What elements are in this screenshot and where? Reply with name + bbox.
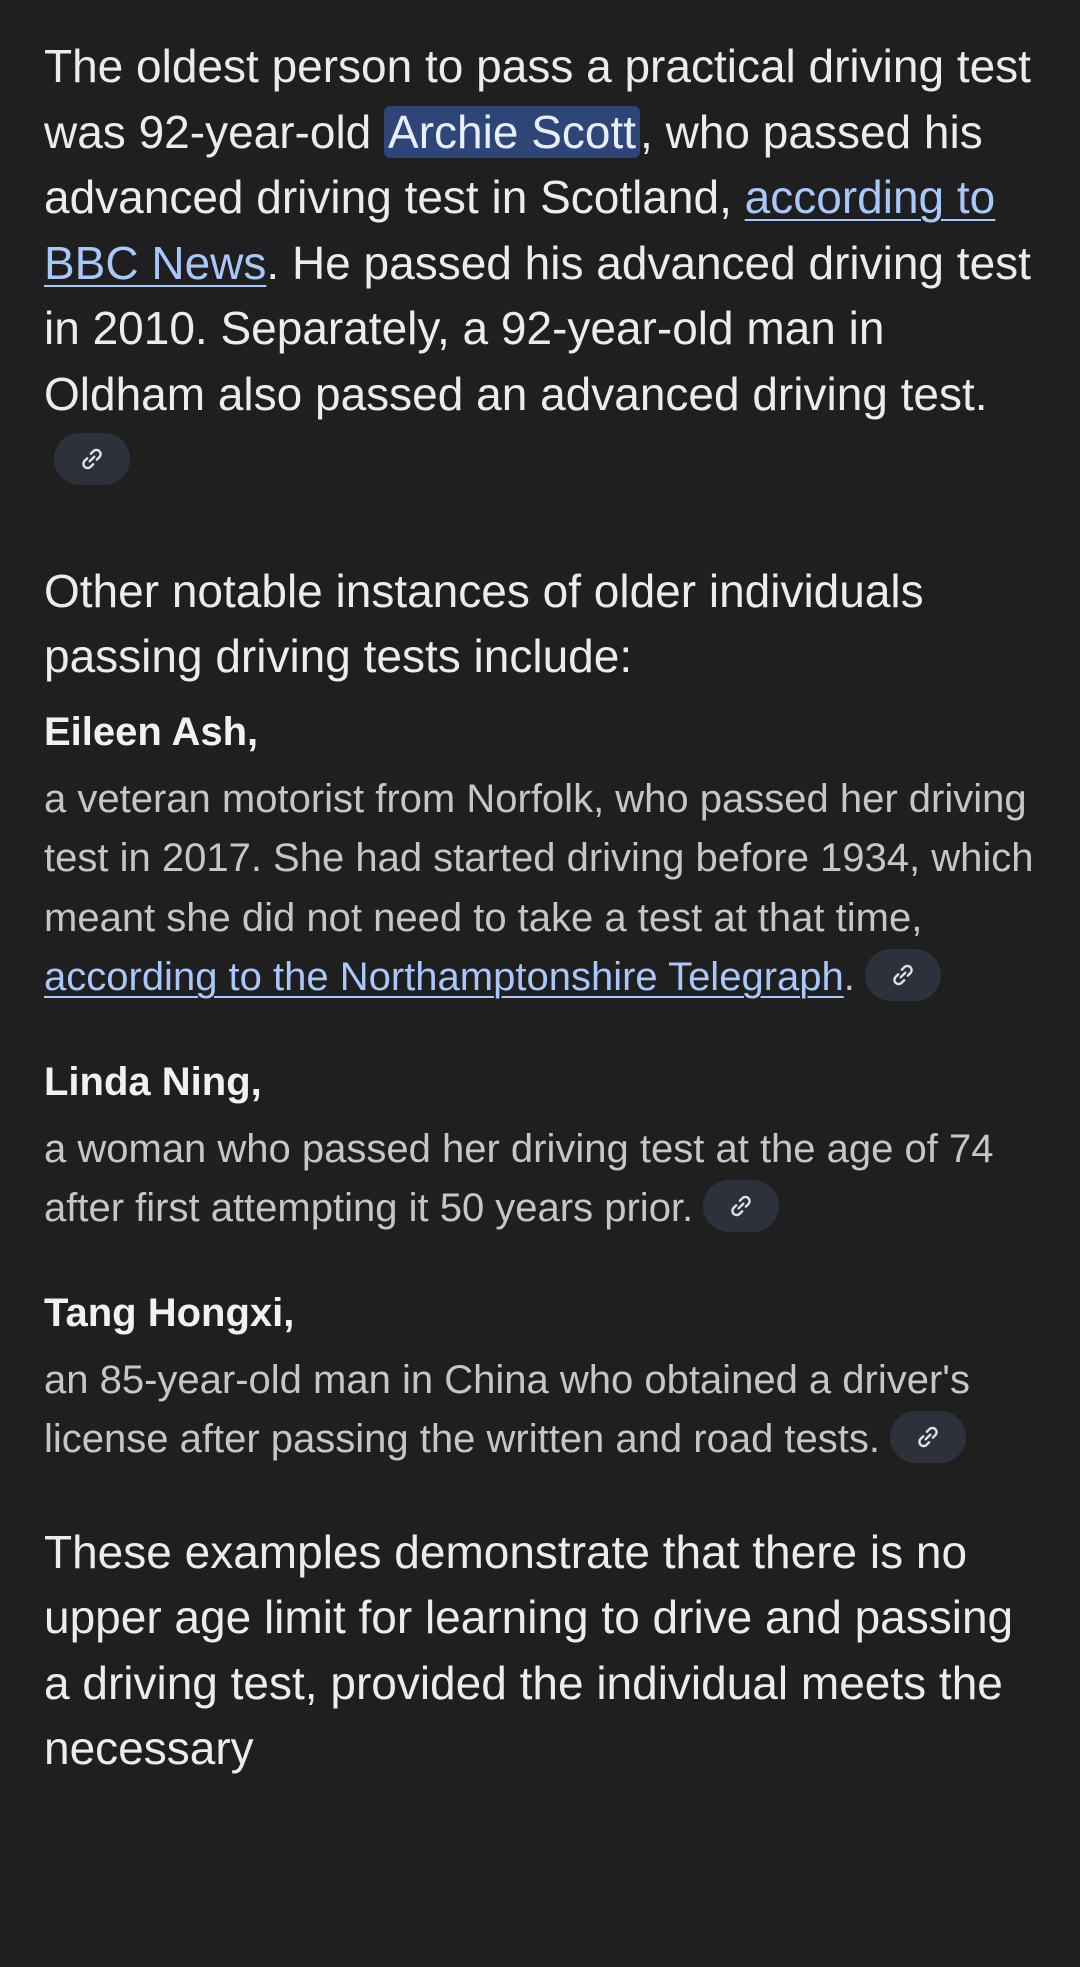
northamptonshire-telegraph-link[interactable]: according to the Northamptonshire Telegraph	[44, 955, 844, 999]
response-content	[44, 34, 1044, 1782]
bbc-news-link[interactable]: according to BBC News	[44, 171, 996, 289]
source-chip[interactable]	[890, 1411, 966, 1463]
link-icon	[78, 445, 106, 473]
link-icon	[914, 1423, 942, 1451]
item-desc-text: an 85-year-old man in China who obtained a driver's license after passing the written and road tests.	[44, 1357, 970, 1461]
item-title: Tang Hongxi,	[44, 1290, 295, 1335]
item-title: Linda Ning,	[44, 1059, 262, 1104]
intro-paragraph	[44, 34, 1044, 493]
item-description	[44, 1120, 1044, 1239]
link-icon	[889, 961, 917, 989]
item-description	[44, 770, 1044, 1008]
link-icon	[727, 1192, 755, 1220]
intro-text-3: . He passed his advanced driving test in 2010. Separately, a 92-year-old man in Oldham also passed an advanced driving test.	[44, 236, 1031, 420]
item-desc-text: a woman who passed her driving test at the age of 74 after first attempting it 50 years prior.	[44, 1126, 994, 1230]
item-desc-text: a veteran motorist from Norfolk, who passed her driving test in 2017. She had started driving before 1934, which meant she did not need to take a test at that time,	[44, 776, 1034, 940]
intro-text-1: The oldest person to pass a practical driving test was 92-year-old	[44, 40, 1031, 158]
intro-text-2: , who passed his advanced driving test in Scotland,	[44, 105, 983, 223]
list-item-tang-hongxi	[44, 1289, 1044, 1470]
item-title: Eileen Ash,	[44, 709, 259, 754]
other-heading: Other notable instances of older individuals passing driving tests include:	[44, 564, 924, 682]
item-desc-after: .	[843, 955, 855, 999]
source-chip[interactable]	[703, 1180, 779, 1232]
list-item-linda-ning	[44, 1058, 1044, 1239]
source-chip[interactable]	[865, 949, 941, 1001]
item-description	[44, 1351, 1044, 1470]
list-item-eileen-ash	[44, 708, 1044, 1008]
highlighted-name[interactable]: Archie Scott	[384, 106, 640, 158]
source-chip[interactable]	[54, 433, 130, 485]
conclusion-paragraph: These examples demonstrate that there is no upper age limit for learning to drive and passing a driving test, provided the individual meets the necessary	[44, 1525, 1014, 1774]
